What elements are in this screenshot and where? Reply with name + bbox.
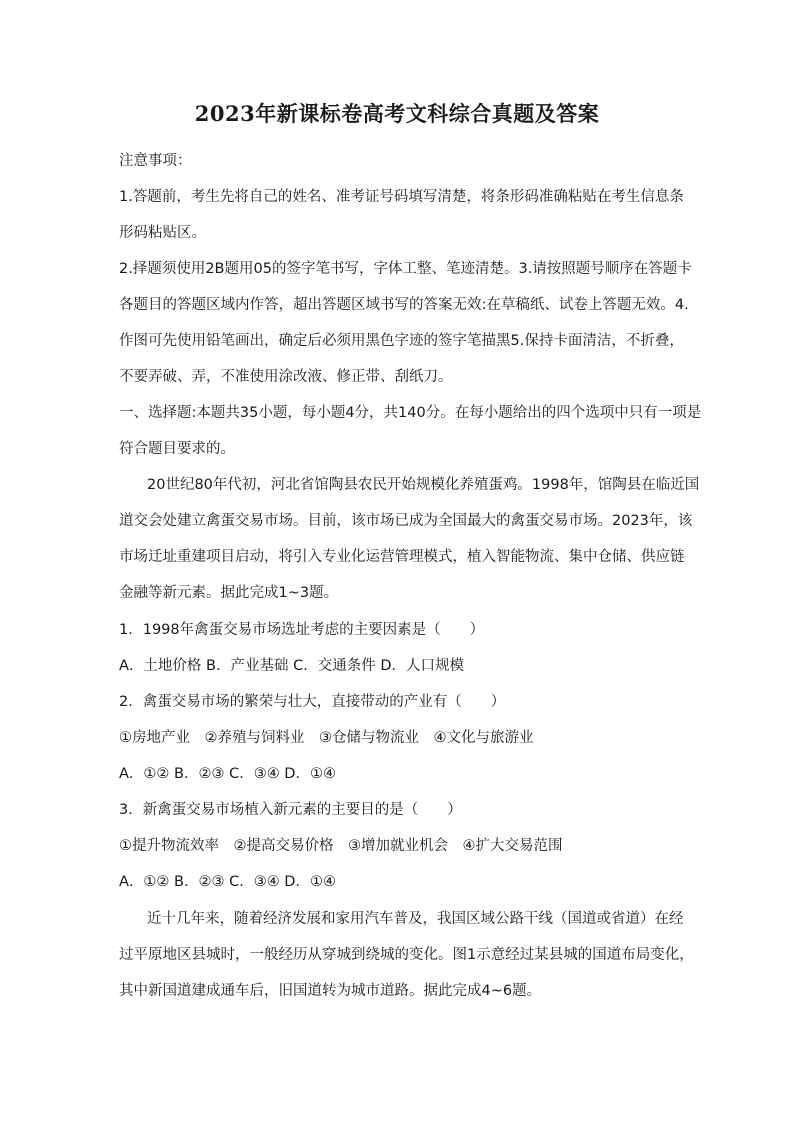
section-heading: 一、选择题:本题共35小题，每小题4分，共140分。在每小题给出的四个选项中只有一项是 — [119, 405, 702, 421]
question-2-items: ①房地产业 ②养殖与饲料业 ③仓储与物流业 ④文化与旅游业 — [119, 730, 534, 746]
notice-line: 作图可先使用铅笔画出，确定后必须用黑色字迹的签字笔描黑5.保持卡面清洁，不折叠， — [119, 333, 684, 349]
notice-line: 不要弄破、弄，不准使用涂改液、修正带、刮纸刀。 — [119, 369, 453, 385]
question-2: 2．禽蛋交易市场的繁荣与壮大，直接带动的产业有（ ） — [119, 694, 506, 710]
question-1: 1．1998年禽蛋交易市场选址考虑的主要因素是（ ） — [119, 622, 485, 638]
passage-line: 其中新国道建成通车后，旧国道转为城市道路。据此完成4~6题。 — [119, 983, 542, 999]
passage-line: 道交会处建立禽蛋交易市场。目前，该市场已成为全国最大的禽蛋交易市场。2023年，该 — [119, 513, 693, 529]
notice-line: 各题目的答题区域内作答，超出答题区域书写的答案无效:在草稿纸、试卷上答题无效。4. — [119, 297, 689, 313]
passage-line: 20世纪80年代初，河北省馆陶县农民开始规模化养殖蛋鸡。1998年，馆陶县在临近国 — [147, 477, 700, 493]
question-3-items: ①提升物流效率 ②提高交易价格 ③增加就业机会 ④扩大交易范围 — [119, 838, 563, 854]
passage-line: 金融等新元素。据此完成1~3题。 — [119, 585, 339, 601]
section-heading: 符合题目要求的。 — [119, 441, 235, 457]
page-title: 2023年新课标卷高考文科综合真题及答案 — [194, 101, 600, 126]
notice-heading: 注意事项： — [119, 153, 192, 169]
passage-line: 市场迁址重建项目启动，将引入专业化运营管理模式，植入智能物流、集中仓储、供应链 — [119, 549, 685, 565]
notice-line: 2.择题须使用2B题用05的签字笔书写，字体工整、笔迹清楚。3.请按照题号顺序在答题卡 — [119, 261, 692, 277]
question-3-options: A．①② B．②③ C．③④ D．①④ — [119, 874, 336, 890]
question-2-options: A．①② B．②③ C．③④ D．①④ — [119, 766, 336, 782]
notice-line: 形码粘贴区。 — [119, 225, 206, 241]
question-1-options: A．土地价格 B．产业基础 C．交通条件 D．人口规模 — [119, 658, 464, 674]
notice-line: 1.答题前，考生先将自己的姓名、准考证号码填写清楚，将条形码准确粘贴在考生信息条 — [119, 189, 684, 205]
question-3: 3．新禽蛋交易市场植入新元素的主要目的是（ ） — [119, 802, 462, 818]
passage-line: 过平原地区县城时，一般经历从穿城到绕城的变化。图1示意经过某县城的国道布局变化， — [119, 947, 694, 963]
passage-line: 近十几年来，随着经济发展和家用汽车普及，我国区域公路干线（国道或省道）在经 — [147, 911, 684, 927]
